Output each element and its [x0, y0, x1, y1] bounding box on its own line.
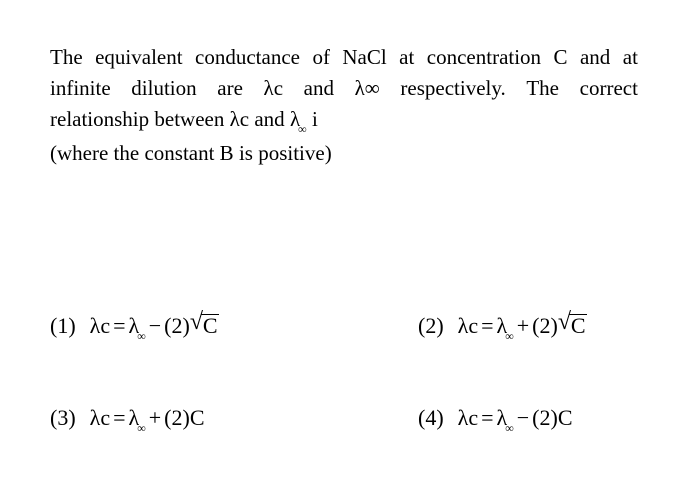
operator: − [148, 313, 162, 338]
option-4[interactable] [418, 405, 573, 435]
lambda-symbol: λ [496, 405, 508, 430]
word: and [303, 76, 334, 100]
equals-sign: = [481, 405, 494, 430]
lambda-symbol: λ [496, 313, 508, 338]
word: conductance [195, 45, 300, 69]
option-number: (3) [50, 405, 76, 430]
word: at [622, 45, 638, 69]
lambda-symbol: λ [128, 405, 140, 430]
option-number: (1) [50, 313, 76, 338]
coefficient: (2) [532, 313, 558, 338]
term: C [557, 405, 573, 430]
lhs: λc [457, 405, 479, 430]
option-3[interactable] [50, 405, 205, 435]
lhs: λc [89, 313, 111, 338]
line-tail: i [306, 107, 318, 131]
word: of [312, 45, 330, 69]
word: C [553, 45, 568, 69]
word: NaCl [342, 45, 387, 69]
equals-sign: = [481, 313, 494, 338]
question-line-2 [50, 73, 638, 104]
word: concentration [426, 45, 542, 69]
radicand: C [202, 313, 218, 338]
word: at [399, 45, 415, 69]
infinity-subscript: ∞ [137, 421, 146, 435]
radical-icon: √ [189, 309, 203, 335]
word: infinite [50, 76, 111, 100]
lambda-symbol: λ [289, 107, 301, 131]
question-line-1 [50, 42, 638, 73]
word: The [526, 76, 560, 100]
equals-sign: = [113, 405, 126, 430]
word: dilution [131, 76, 197, 100]
lambda-symbol: λ [128, 313, 140, 338]
sqrt-term [557, 309, 587, 339]
option-2[interactable] [418, 309, 587, 343]
question-line-4 [50, 138, 638, 169]
sqrt-term [189, 309, 219, 339]
option-number: (4) [418, 405, 444, 430]
coefficient: (2) [532, 405, 558, 430]
equals-sign: = [113, 313, 126, 338]
lhs: λc [457, 313, 479, 338]
word: equivalent [95, 45, 183, 69]
term: C [189, 405, 205, 430]
word: correct [579, 76, 638, 100]
word: and [579, 45, 611, 69]
word: The [50, 45, 83, 69]
coefficient: (2) [164, 405, 190, 430]
radicand: C [570, 313, 586, 338]
infinity-subscript: ∞ [298, 122, 307, 136]
operator: + [148, 405, 162, 430]
operator: − [516, 405, 530, 430]
coefficient: (2) [164, 313, 190, 338]
option-number: (2) [418, 313, 444, 338]
word: λc [263, 76, 284, 100]
option-1[interactable] [50, 309, 219, 343]
word: respectively. [400, 76, 506, 100]
line-text: relationship between λc and [50, 107, 290, 131]
word: are [217, 76, 243, 100]
infinity-subscript: ∞ [137, 329, 146, 343]
lhs: λc [89, 405, 111, 430]
radical-icon: √ [557, 309, 571, 335]
infinity-subscript: ∞ [505, 421, 514, 435]
line-text: (where the constant B is positive) [50, 141, 332, 165]
question-line-3 [50, 104, 638, 138]
operator: + [516, 313, 530, 338]
infinity-subscript: ∞ [505, 329, 514, 343]
word: λ∞ [354, 76, 380, 100]
question-text [50, 42, 638, 169]
